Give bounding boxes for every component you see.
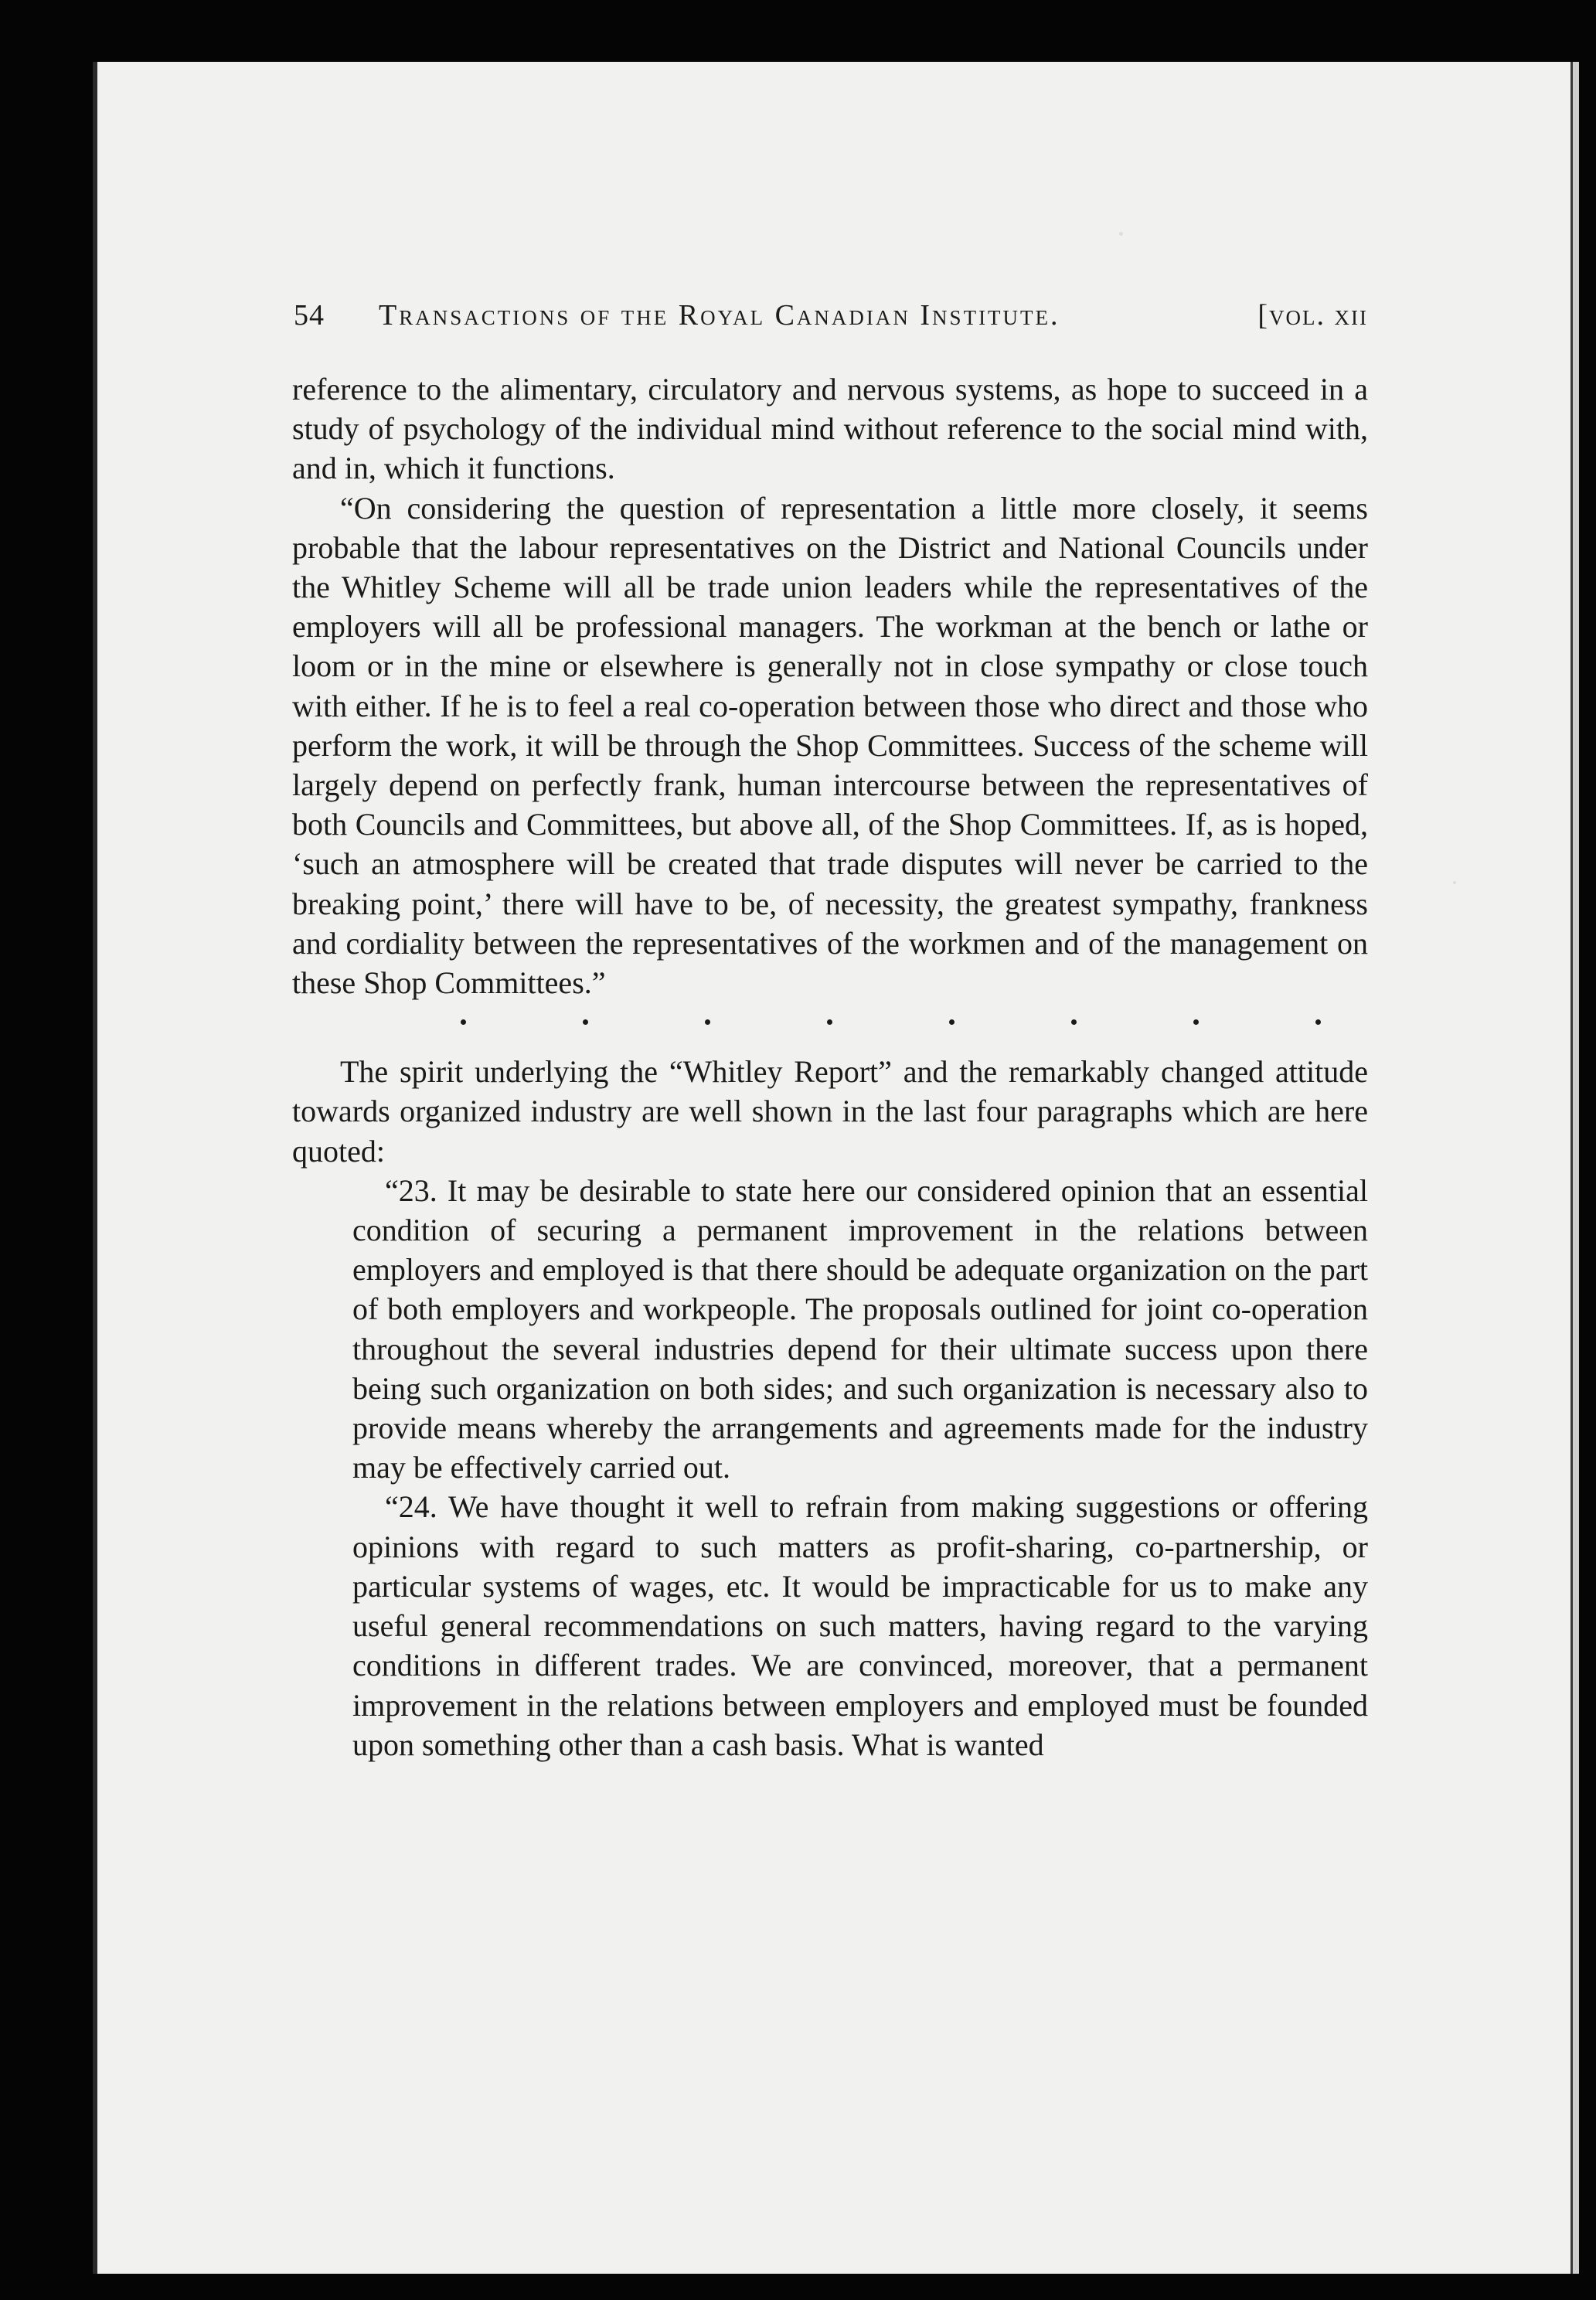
paragraph-continuation: reference to the alimentary, circulatory and nervous systems, as hope to succeed in a study of psychology of the individual mind without reference to the social mind with, and in, which it functions. <box>292 372 1368 486</box>
paper-speck <box>1453 881 1456 884</box>
page-number: 54 <box>294 299 325 332</box>
page-body <box>292 369 1368 1764</box>
ellipsis-divider <box>292 1002 1368 1052</box>
divider-dot <box>1071 1019 1077 1025</box>
running-head <box>294 294 1368 340</box>
divider-dot <box>949 1019 955 1025</box>
divider-dot <box>827 1019 832 1025</box>
page-right-edge <box>1570 62 1579 2274</box>
divider-dot <box>1193 1019 1199 1025</box>
journal-title: Transactions of the Royal Canadian Institute. <box>379 299 1060 332</box>
divider-dot <box>461 1019 466 1025</box>
divider-dot <box>583 1019 588 1025</box>
volume-label: [vol. xii <box>1257 299 1368 332</box>
paragraph-representation: “On considering the question of representation a little more closely, it seems probable that the labour representatives on the District and National Councils under the Whitley Scheme will all be trade union leaders while the representatives of the employers will all be professional managers. The workman at the bench or lathe or loom or in the mine or elsewhere is generally not in close sympathy or close touch with either. If he is to feel a real co-operation between those who direct and those who perform the work, it will be through the Shop Committees. Success of the scheme will largely depend on perfectly frank, human intercourse between the representatives of both Councils and Committees, but above all, of the Shop Committees. If, as is hoped, ‘such an atmosphere will be created that trade disputes will never be carried to the breaking point,’ there will have to be, of necessity, the greatest sympathy, frankness and cordiality between the representatives of the workmen and of the management on these Shop Committees.” <box>292 490 1368 1001</box>
divider-dot <box>1315 1019 1321 1025</box>
paper-speck <box>1119 232 1123 236</box>
quote-paragraph-24: “24. We have thought it well to refrain from making suggestions or offering opinions with regard to such matters as profit-sharing, co-partnership, or particular systems of wages, etc. It would be impracticable for us to make any useful general recommendations on such matters, having regard to the varying conditions in different trades. We are convinced, moreover, that a permanent improvement in the relations between employers and employed must be founded upon something other than a cash basis. What is wanted <box>352 1489 1368 1762</box>
paragraph-whitley-spirit: The spirit underlying the “Whitley Report” and the remarkably changed attitude towards organized industry are well shown in the last four paragraphs which are here quoted: <box>292 1054 1368 1169</box>
divider-dot <box>705 1019 710 1025</box>
quote-paragraph-23: “23. It may be desirable to state here our considered opinion that an essential condition of securing a permanent improvement in the relations between employers and employed is that there should be adequate organization on the part of both employers and workpeople. The proposals outlined for joint co-operation throughout the several industries depend for their ultimate success upon there being such organization on both sides; and such organization is necessary also to provide means whereby the arrangements and agreements made for the industry may be effectively carried out. <box>352 1172 1368 1485</box>
